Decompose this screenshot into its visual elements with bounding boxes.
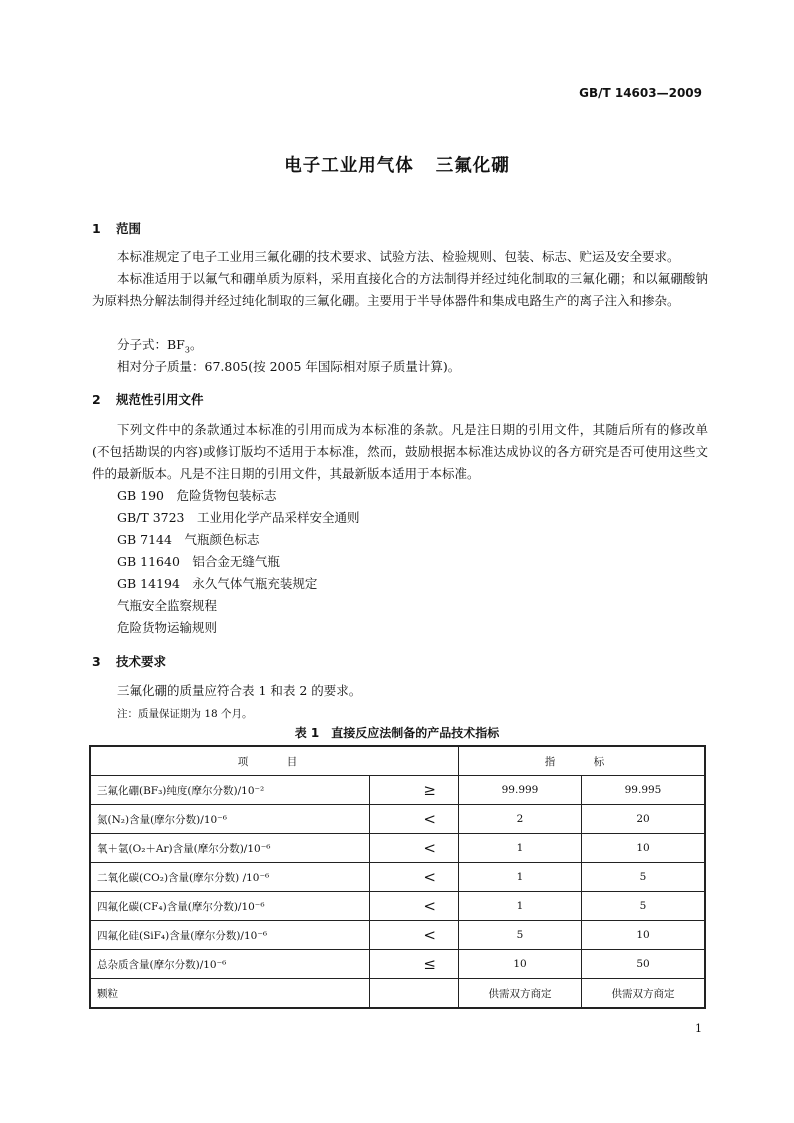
item-name: 三氟化硼(BF₃)纯度(摩尔分数)/10⁻² (90, 776, 370, 805)
item-name: 氧＋氩(O₂＋Ar)含量(摩尔分数)/10⁻⁶ (90, 834, 370, 863)
value-grade-1: 2 (459, 805, 582, 834)
table-row (90, 776, 705, 805)
document-title (0, 152, 794, 177)
section-title: 规范性引用文件 (116, 392, 204, 407)
item-name: 二氧化碳(CO₂)含量(摩尔分数) /10⁻⁶ (90, 863, 370, 892)
table-1 (89, 745, 706, 1009)
value-grade-1: 10 (459, 950, 582, 979)
value-grade-2: 10 (582, 921, 706, 950)
table-row (90, 805, 705, 834)
operator: ≥ (370, 776, 459, 805)
section-2-heading (92, 390, 204, 408)
value-grade-1: 1 (459, 892, 582, 921)
value-grade-2: 20 (582, 805, 706, 834)
section-2-paragraph-1: 下列文件中的条款通过本标准的引用而成为本标准的条款。凡是注日期的引用文件，其随后所有的修改单(不包括勘误的内容)或修订版均不适用于本标准，然而，鼓励根据本标准达成协议的各方研究是否可使用这些文件的最新版本。凡是不注日期的引用文件，其最新版本适用于本标准。 (92, 422, 708, 481)
value-grade-1: 99.999 (459, 776, 582, 805)
item-name: 氮(N₂)含量(摩尔分数)/10⁻⁶ (90, 805, 370, 834)
reference-item: GB 190 危险货物包装标志 (117, 488, 277, 503)
operator: < (370, 805, 459, 834)
page-number: 1 (695, 1022, 702, 1035)
table-row (90, 863, 705, 892)
table-1-caption: 表 1 直接反应法制备的产品技术指标 (294, 726, 500, 740)
value-grade-2: 99.995 (582, 776, 706, 805)
value-grade-2: 5 (582, 863, 706, 892)
operator (370, 979, 459, 1009)
item-name: 颗粒 (90, 979, 370, 1009)
reference-item: 危险货物运输规则 (117, 620, 218, 635)
header-index: 指 标 (459, 746, 706, 776)
section-1-paragraph-2: 本标准适用于以氟气和硼单质为原料，采用直接化合的方法制得并经过纯化制取的三氟化硼；和以氟硼酸钠为原料热分解法制得并经过纯化制取的三氟化硼。主要用于半导体器件和集成电路生产的离子注入和掺杂。 (92, 271, 708, 308)
section-3-heading (92, 652, 166, 670)
value-grade-1: 5 (459, 921, 582, 950)
section-title: 技术要求 (116, 654, 167, 669)
section-1-heading (92, 219, 141, 237)
section-number: 1 (92, 221, 101, 236)
formula-subscript: 3 (184, 345, 190, 355)
table-header-row (90, 746, 705, 776)
value-grade-1: 1 (459, 834, 582, 863)
section-1-paragraph-1: 本标准规定了电子工业用三氟化硼的技术要求、试验方法、检验规则、包装、标志、贮运及安全要求。 (117, 249, 680, 264)
reference-item: GB/T 3723 工业用化学产品采样安全通则 (117, 510, 360, 525)
title-part-1: 电子工业用气体 (284, 156, 414, 176)
value-grade-2: 供需双方商定 (582, 979, 706, 1009)
operator: < (370, 834, 459, 863)
table-row (90, 834, 705, 863)
reference-item: GB 11640 铝合金无缝气瓶 (117, 554, 280, 569)
operator: < (370, 921, 459, 950)
reference-item: GB 14194 永久气体气瓶充装规定 (117, 576, 318, 591)
formula-end: 。 (189, 337, 203, 352)
value-grade-1: 供需双方商定 (459, 979, 582, 1009)
section-3-paragraph-1: 三氟化硼的质量应符合表 1 和表 2 的要求。 (117, 683, 362, 698)
section-title: 范围 (116, 221, 142, 236)
molecular-mass: 相对分子质量：67.805(按 2005 年国际相对原子质量计算)。 (117, 359, 461, 374)
table-row (90, 921, 705, 950)
operator: < (370, 863, 459, 892)
value-grade-2: 50 (582, 950, 706, 979)
section-number: 2 (92, 392, 101, 407)
title-part-2: 三氟化硼 (435, 156, 510, 176)
table-row (90, 979, 705, 1009)
operator: < (370, 892, 459, 921)
item-name: 四氟化碳(CF₄)含量(摩尔分数)/10⁻⁶ (90, 892, 370, 921)
operator: ≤ (370, 950, 459, 979)
value-grade-1: 1 (459, 863, 582, 892)
item-name: 四氟化硅(SiF₄)含量(摩尔分数)/10⁻⁶ (90, 921, 370, 950)
table-row (90, 892, 705, 921)
note: 注：质量保证期为 18 个月。 (117, 708, 253, 720)
item-name: 总杂质含量(摩尔分数)/10⁻⁶ (90, 950, 370, 979)
header-item: 项 目 (90, 746, 459, 776)
formula-label: 分子式：BF (117, 337, 185, 352)
value-grade-2: 10 (582, 834, 706, 863)
reference-item: GB 7144 气瓶颜色标志 (117, 532, 260, 547)
table-row (90, 950, 705, 979)
section-number: 3 (92, 654, 101, 669)
standard-number: GB/T 14603—2009 (579, 86, 702, 100)
reference-item: 气瓶安全监察规程 (117, 598, 218, 613)
value-grade-2: 5 (582, 892, 706, 921)
